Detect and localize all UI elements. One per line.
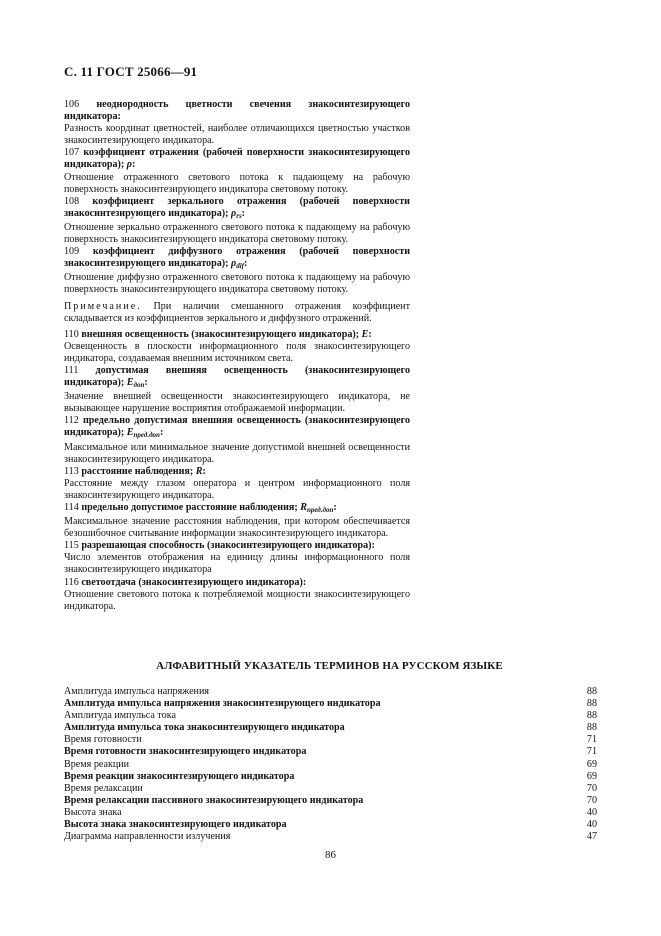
- term-entry: [64, 196, 410, 246]
- term-number: 111: [64, 364, 79, 376]
- page-number: 86: [325, 849, 336, 861]
- term-symbol: E: [361, 328, 369, 340]
- term-entry: [64, 540, 410, 576]
- term-number: 114: [64, 502, 79, 513]
- term-name: неоднородность цветности свечения знакосинтезирующего индикатора:: [64, 99, 410, 123]
- index-page: 70: [586, 782, 597, 794]
- term-entry: [64, 577, 410, 613]
- term-entry: [64, 466, 410, 502]
- index-page: 47: [586, 831, 597, 843]
- term-entry: [64, 147, 410, 195]
- index-term: Время релаксации: [64, 782, 143, 794]
- index-term: Высота знака: [64, 806, 122, 818]
- term-definition: Разность координат цветностей, наиболее отличающихся цветностью участков знакосинтезирующего индикатора.: [64, 123, 410, 147]
- term-name: предельно допустимая внешняя освещенность (знакосинтезирующего индикатора);: [64, 415, 410, 439]
- note-text: При наличии смешанного отражения коэффициент складывается из коэффициентов зеркального и диффузного отражений.: [64, 300, 410, 324]
- index-row: [64, 746, 597, 758]
- index-term: Время готовности знакосинтезирующего индикатора: [64, 746, 307, 758]
- term-entry: [64, 415, 410, 465]
- index-row: [64, 759, 597, 771]
- term-number: 116: [64, 576, 79, 588]
- term-definition: Максимальное значение расстояния наблюдения, при котором обеспечивается безошибочное считывание информации знакосинтезирующего индикатора.: [64, 516, 410, 540]
- term-name: светоотдача (знакосинтезирующего индикатора):: [81, 576, 307, 588]
- term-symbol-colon: :: [202, 465, 206, 477]
- term-entry: [64, 329, 410, 365]
- term-heading: [64, 365, 410, 391]
- term-definition: Значение внешней освещенности знакосинтезирующего индикатора, не вызывающее нарушение восприятия отображаемой информации.: [64, 391, 410, 415]
- index-term: Амплитуда импульса тока: [64, 710, 176, 722]
- index-term: Время релаксации пассивного знакосинтезирующего индикатора: [64, 794, 364, 806]
- term-number: 110: [64, 328, 79, 340]
- index-term: Амплитуда импульса тока знакосинтезирующего индикатора: [64, 722, 345, 734]
- term-symbol-subscript: rs: [236, 211, 242, 220]
- index-page: 40: [586, 806, 597, 818]
- term-entry: [64, 502, 410, 540]
- term-name: коэффициент отражения (рабочей поверхности знакосинтезирующего индикатора);: [64, 147, 410, 171]
- note: [64, 301, 410, 325]
- term-symbol: ρ: [126, 159, 132, 171]
- term-symbol-subscript: пред.доп: [133, 431, 160, 440]
- term-entry: [64, 246, 410, 296]
- term-definition: Число элементов отображения на единицу длины информационного поля знакосинтезирующего индикатора: [64, 552, 410, 576]
- term-heading: [64, 502, 410, 516]
- index-row: [64, 831, 597, 843]
- term-heading: [64, 466, 410, 478]
- term-name: разрешающая способность (знакосинтезирующего индикатора):: [81, 540, 375, 552]
- term-symbol-subscript: dif: [236, 262, 244, 271]
- term-definition: Освещенность в плоскости информационного поля знакосинтезирующего индикатора, создаваемая внешним источником света.: [64, 340, 410, 364]
- index-page: 40: [586, 819, 597, 831]
- term-heading: [64, 415, 410, 441]
- term-heading: [64, 329, 410, 341]
- index-page: 71: [586, 746, 597, 758]
- term-number: 107: [64, 147, 80, 159]
- term-definition: Отношение зеркально отраженного светового потока к падающему на рабочую поверхность знакосинтезирующего индикатора световому потоку.: [64, 221, 410, 246]
- term-number: 109: [64, 246, 80, 258]
- term-name: допустимая внешняя освещенность (знакосинтезирующего индикатора);: [64, 364, 410, 389]
- index-page: 88: [586, 686, 597, 697]
- term-symbol-colon: :: [132, 159, 136, 171]
- index-row: [64, 698, 597, 710]
- index-row: [64, 710, 597, 722]
- term-heading: [64, 99, 410, 123]
- term-name: внешняя освещенность (знакосинтезирующего индикатора);: [81, 328, 360, 340]
- term-definition: Отношение диффузно отраженного светового потока к падающему на рабочую поверхность знакосинтезирующего индикатора световому потоку.: [64, 272, 410, 296]
- term-symbol-colon: :: [368, 328, 372, 340]
- term-heading: [64, 246, 410, 272]
- term-symbol: R: [300, 502, 307, 513]
- term-symbol-colon: :: [241, 207, 246, 219]
- term-entry: [64, 99, 410, 147]
- index-row: [64, 686, 597, 698]
- term-heading: [64, 147, 410, 171]
- alphabetical-index: [64, 686, 597, 843]
- term-symbol: ρ: [231, 207, 237, 219]
- note-label: Примечание.: [64, 300, 142, 312]
- index-row: [64, 734, 597, 746]
- index-page: 88: [586, 722, 597, 734]
- index-term: Время реакции знакосинтезирующего индикатора: [64, 770, 295, 782]
- page-header: С. 11 ГОСТ 25066—91: [64, 64, 198, 79]
- term-number: 115: [64, 540, 79, 552]
- index-row: [64, 795, 597, 807]
- terms-group-2: [64, 329, 410, 613]
- index-row: [64, 807, 597, 819]
- index-row: [64, 722, 597, 734]
- term-symbol-colon: :: [244, 258, 248, 270]
- terms-group-1: [64, 99, 410, 297]
- index-term: Время реакции: [64, 758, 130, 770]
- term-name: коэффициент зеркального отражения (рабочей поверхности знакосинтезирующего индикатора);: [64, 195, 410, 219]
- term-definition: Максимальное или минимальное значение допустимой внешней освещенности знакосинтезирующего индикатора.: [64, 441, 410, 465]
- term-name: расстояние наблюдения;: [81, 465, 194, 477]
- term-symbol-subscript: пред.доп: [306, 506, 334, 514]
- term-symbol: E: [126, 427, 134, 439]
- term-symbol: R: [195, 465, 203, 477]
- terms-body: [64, 99, 410, 613]
- index-page: 88: [586, 710, 597, 722]
- index-term: Время готовности: [64, 734, 142, 746]
- term-heading: [64, 577, 410, 589]
- term-heading: [64, 196, 410, 222]
- term-symbol-colon: :: [333, 502, 337, 513]
- term-definition: Расстояние между глазом оператора и центром информационного поля знакосинтезирующего индикатора.: [64, 477, 410, 501]
- term-symbol: ρ: [231, 258, 237, 270]
- index-page: 71: [586, 734, 597, 746]
- index-page: 70: [586, 794, 597, 806]
- term-entry: [64, 365, 410, 415]
- term-definition: Отношение светового потока к потребляемой мощности знакосинтезирующего индикатора.: [64, 588, 410, 612]
- term-name: предельно допустимое расстояние наблюдения;: [81, 502, 298, 513]
- index-page: 88: [586, 698, 597, 710]
- term-symbol-subscript: доп: [133, 381, 145, 390]
- index-term: Высота знака знакосинтезирующего индикатора: [64, 819, 287, 831]
- index-page: 69: [586, 758, 597, 770]
- index-title: АЛФАВИТНЫЙ УКАЗАТЕЛЬ ТЕРМИНОВ НА РУССКОМ ЯЗЫКЕ: [156, 660, 503, 672]
- term-symbol-colon: :: [144, 377, 148, 389]
- index-term: Диаграмма направленности излучения: [64, 831, 231, 843]
- term-number: 112: [64, 415, 79, 427]
- index-page: 69: [586, 770, 597, 782]
- term-symbol-colon: :: [159, 427, 164, 439]
- term-symbol: E: [126, 377, 134, 389]
- term-definition: Отношение отраженного светового потока к падающему на рабочую поверхность знакосинтезирующего индикатора световому потоку.: [64, 171, 410, 195]
- index-row: [64, 783, 597, 795]
- term-heading: [64, 540, 410, 552]
- term-number: 108: [64, 195, 80, 207]
- index-term: Амплитуда импульса напряжения знакосинтезирующего индикатора: [64, 698, 381, 710]
- term-name: коэффициент диффузного отражения (рабочей поверхности знакосинтезирующего индикатора);: [64, 246, 411, 270]
- term-number: 106: [64, 99, 80, 110]
- index-row: [64, 771, 597, 783]
- term-number: 113: [64, 465, 79, 477]
- index-term: Амплитуда импульса напряжения: [64, 686, 209, 697]
- index-row: [64, 819, 597, 831]
